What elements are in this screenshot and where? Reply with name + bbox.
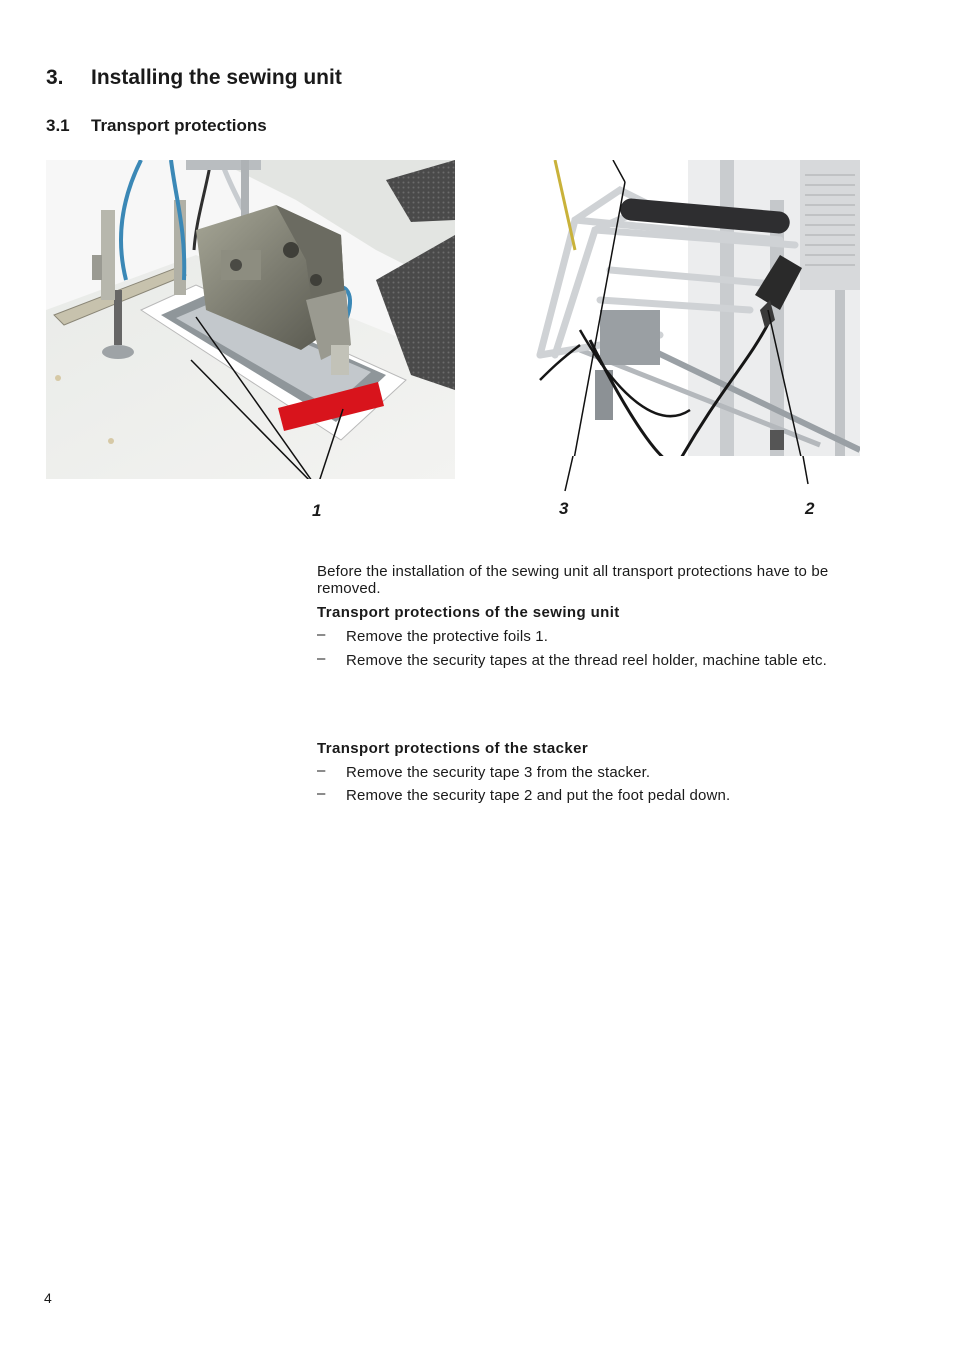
stacker-subheading: Transport protections of the stacker (317, 740, 589, 757)
list-item (317, 787, 862, 804)
sewing-unit-illustration (46, 160, 455, 479)
bullet-dash: – (317, 650, 326, 667)
list-item-text: Remove the security tape 3 from the stacker. (346, 764, 651, 781)
page-number: 4 (44, 1290, 52, 1306)
leader-lines (520, 456, 820, 496)
callout-2: 2 (805, 499, 815, 518)
subsection-heading (46, 116, 267, 136)
list-item-text: Remove the security tapes at the thread reel holder, machine table etc. (346, 652, 827, 669)
subsection-title: Transport protections (91, 116, 267, 135)
intro-paragraph: Before the installation of the sewing unit all transport protections have to be removed. (317, 563, 829, 597)
bullet-dash: – (317, 626, 326, 643)
stacker-illustration (520, 160, 860, 456)
callout-3: 3 (559, 499, 569, 518)
callout-1: 1 (312, 501, 322, 520)
section-title: Installing the sewing unit (91, 66, 342, 89)
list-item (317, 652, 862, 669)
section-number: 3. (46, 66, 64, 89)
sewing-unit-subheading: Transport protections of the sewing unit (317, 604, 620, 621)
list-item (317, 628, 862, 645)
sewing-unit-photo (46, 160, 455, 479)
list-item (317, 764, 862, 781)
list-item-text: Remove the protective foils 1. (346, 628, 549, 645)
section-heading (46, 66, 342, 90)
subsection-number: 3.1 (46, 116, 70, 135)
bullet-dash: – (317, 762, 326, 779)
list-item-text: Remove the security tape 2 and put the foot pedal down. (346, 787, 731, 804)
bullet-dash: – (317, 785, 326, 802)
stacker-photo (520, 160, 860, 456)
